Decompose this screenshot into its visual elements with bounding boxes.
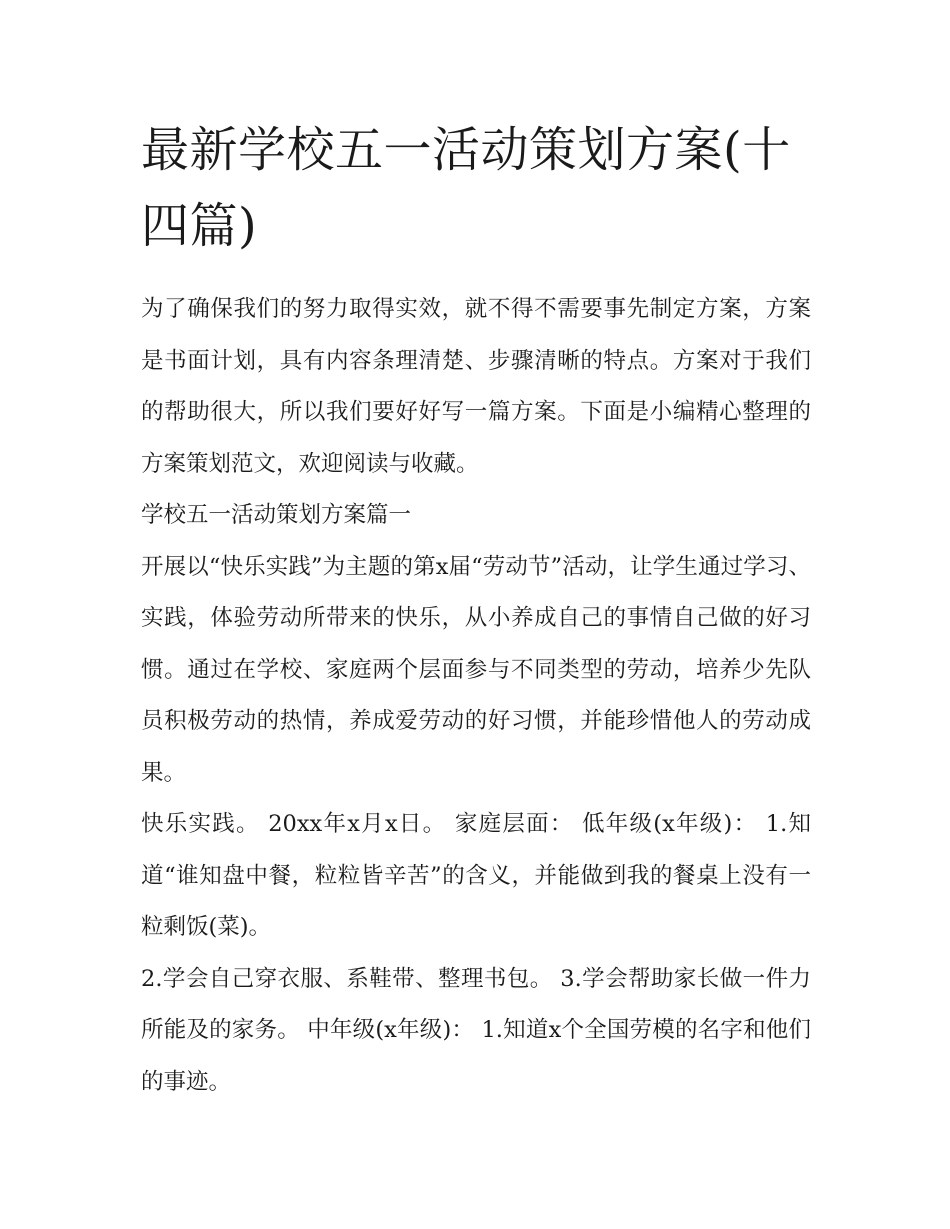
document-body	[141, 112, 811, 1108]
body-paragraph: 2.学会自己穿衣服、系鞋带、整理书包。 3.学会帮助家长做一件力所能及的家务。 中年级(x年级)： 1.知道x个全国劳模的名字和他们的事迹。	[141, 965, 811, 1095]
section-heading: 学校五一活动策划方案篇一	[141, 502, 412, 528]
body-paragraph: 快乐实践。 20xx年x月x日。 家庭层面： 低年级(x年级)： 1.知道“谁知盘中餐，粒粒皆辛苦”的含义，并能做到我的餐桌上没有一粒剩饭(菜)。	[141, 811, 811, 940]
document-title: 最新学校五一活动策划方案(十四篇)	[141, 122, 791, 254]
body-paragraph: 开展以“快乐实践”为主题的第x届“劳动节”活动，让学生通过学习、实践，体验劳动所带来的快乐，从小养成自己的事情自己做的好习惯。通过在学校、家庭两个层面参与不同类型的劳动，培养少先队员积极劳动的热情，养成爱劳动的好习惯，并能珍惜他人的劳动成果。	[141, 553, 811, 786]
intro-paragraph: 为了确保我们的努力取得实效，就不得不需要事先制定方案，方案是书面计划，具有内容条理清楚、步骤清晰的特点。方案对于我们的帮助很大，所以我们要好好写一篇方案。下面是小编精心整理的方案策划范文，欢迎阅读与收藏。	[141, 296, 811, 477]
